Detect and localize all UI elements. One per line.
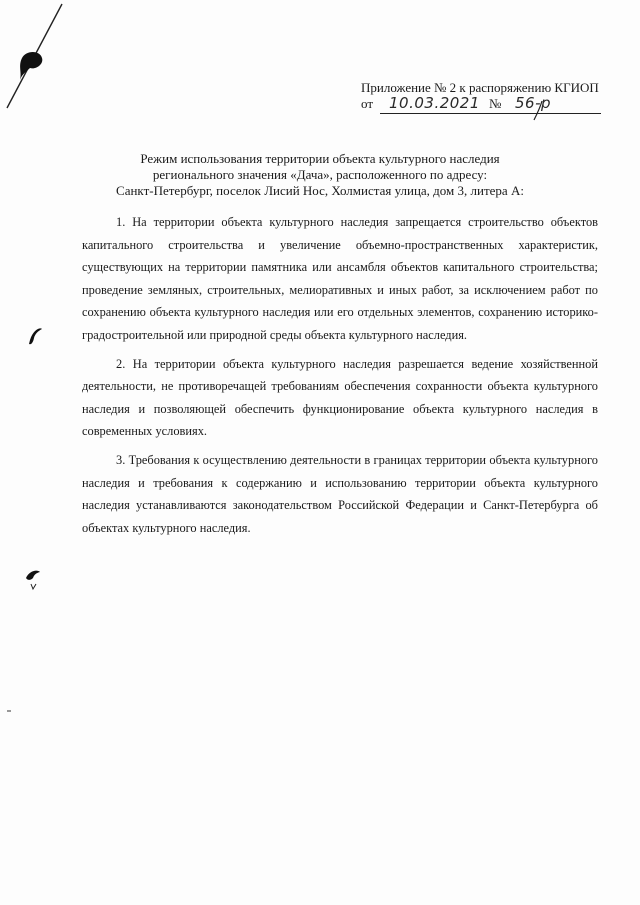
paragraph-3: 3. Требования к осуществлению деятельности в границах территории объекта культурного наследия и требования к содержанию и использованию территории объекта культурного наследия устанавливаются законодательством Российской Федерации и Санкт-Петербурга об объектах культурного наследия. bbox=[82, 452, 598, 535]
signature-underline bbox=[380, 113, 601, 114]
margin-mark-2 bbox=[26, 571, 40, 580]
from-label: от bbox=[361, 96, 374, 111]
paragraph-1: 1. На территории объекта культурного наследия запрещается строительство объектов капитального строительства и увеличение объемно-пространственных характеристик, существующих на территории памятника или ансамбля объектов капитального строительства; проведение земляных, строительных, мелиоративных и иных работ, за исключением работ по сохранению объекта культурного наследия или его отдельных элементов, сохранению историко-градостроительной или природной среды объекта культурного наследия. bbox=[82, 215, 598, 342]
appendix-header bbox=[361, 80, 601, 114]
margin-mark-3 bbox=[31, 584, 36, 589]
paragraph-2: 2. На территории объекта культурного наследия разрешается ведение хозяйственной деятельности, не противоречащей требованиям обеспечения сохранности объекта культурного наследия и позволяющей обеспечить функционирование объекта культурного наследия в современных условиях. bbox=[82, 356, 598, 439]
number-label: № bbox=[489, 96, 502, 111]
document-title bbox=[40, 151, 600, 199]
title-line-2: регионального значения «Дача», расположенного по адресу: bbox=[152, 167, 488, 182]
handwritten-number: 56-р bbox=[515, 94, 552, 112]
appendix-title: Приложение № 2 к распоряжению КГИОП bbox=[361, 80, 599, 95]
title-line-1: Режим использования территории объекта культурного наследия bbox=[140, 151, 500, 166]
document-body bbox=[82, 211, 598, 545]
title-line-3: Санкт-Петербург, поселок Лисий Нос, Холмистая улица, дом 3, литера А: bbox=[116, 183, 524, 198]
appendix-date-line bbox=[361, 96, 601, 114]
margin-mark-1 bbox=[29, 328, 42, 344]
handwritten-date: 10.03.2021 bbox=[389, 94, 480, 112]
